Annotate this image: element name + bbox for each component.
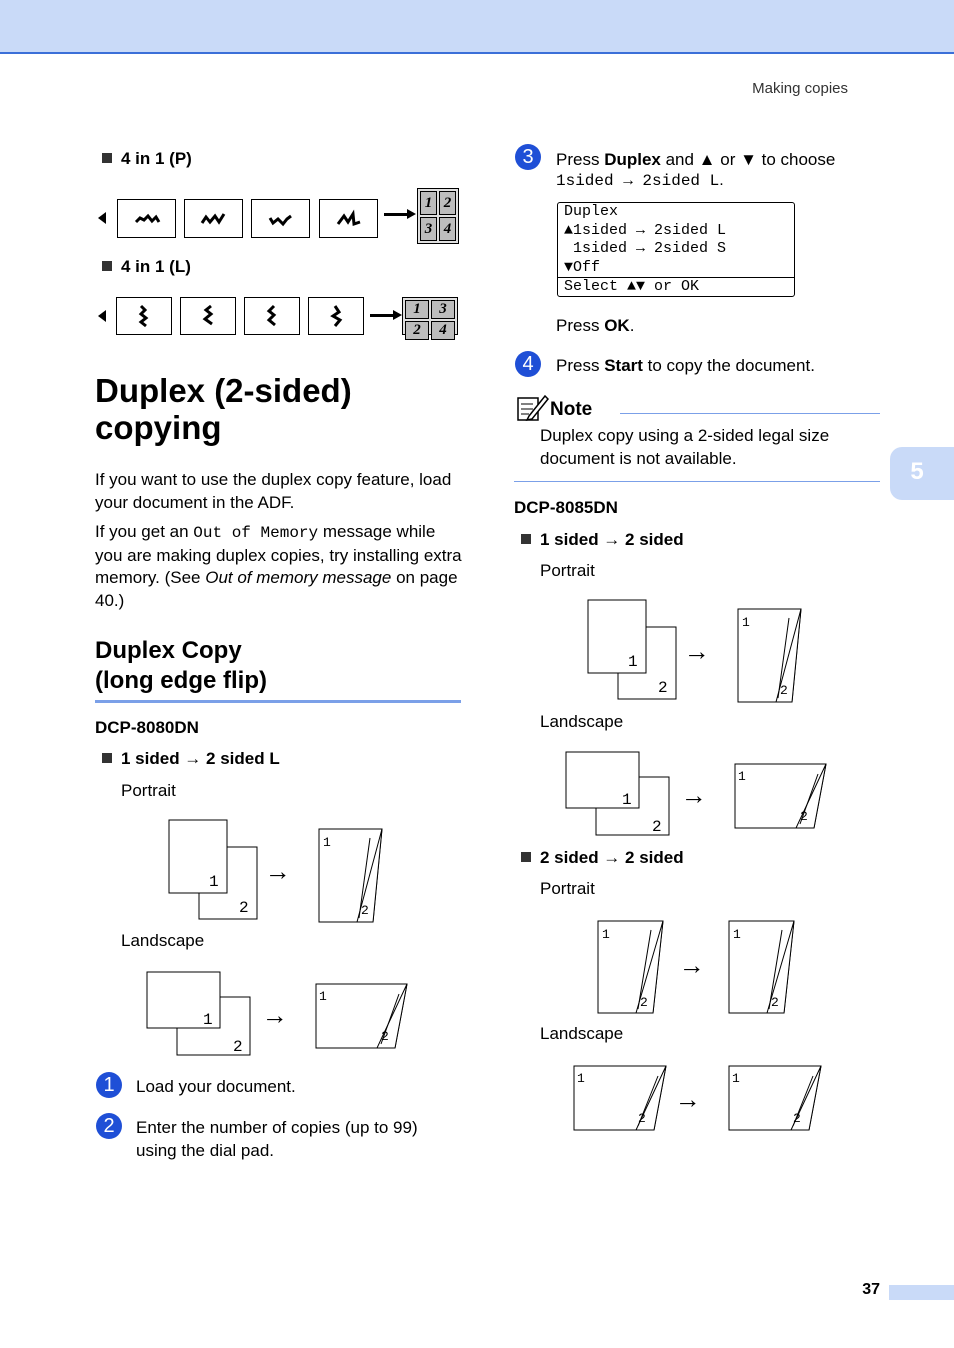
bullet-4in1-portrait <box>102 149 192 169</box>
landscape-label: Landscape <box>540 712 624 731</box>
page-thumbnail <box>116 297 172 335</box>
page-title: Duplex (2-sided) copying <box>95 372 352 446</box>
svg-text:1: 1 <box>738 769 746 784</box>
step-text: Press Start to copy the document. <box>556 356 815 375</box>
bullet-label: 1 sided → 2 sided L <box>121 749 280 768</box>
key-name: Start <box>604 356 643 375</box>
bullet-4in1-landscape <box>102 257 191 277</box>
duplex-portrait-diagram <box>584 598 814 704</box>
four-in-one-landscape-result: 1 3 2 4 <box>402 297 458 335</box>
svg-text:1: 1 <box>732 1071 740 1086</box>
cross-reference-link[interactable]: Out of memory message <box>205 568 392 587</box>
intro-paragraph: If you want to use the duplex copy feature, load your document in the ADF. <box>95 470 452 512</box>
page-thumbnail <box>244 297 300 335</box>
svg-text:2: 2 <box>640 995 648 1010</box>
svg-text:1: 1 <box>319 989 327 1004</box>
svg-text:2: 2 <box>381 1029 389 1044</box>
svg-text:2: 2 <box>361 903 369 918</box>
svg-text:→: → <box>689 638 705 668</box>
note-pencil-icon <box>515 392 549 422</box>
running-head: Making copies <box>752 80 848 97</box>
duplex-portrait-2sided-diagram <box>594 916 804 1018</box>
svg-text:2: 2 <box>793 1111 801 1126</box>
duplex-portrait-diagram <box>165 818 395 924</box>
page-thumbnail <box>319 199 378 238</box>
note-text: Duplex copy using a 2-sided legal size document is not available. <box>540 426 830 468</box>
model-heading: DCP-8085DN <box>514 498 618 517</box>
duplex-landscape-diagram <box>145 970 415 1060</box>
bullet-label: 1 sided → 2 sided <box>540 530 684 549</box>
svg-text:1: 1 <box>742 615 750 630</box>
svg-text:1: 1 <box>323 835 331 850</box>
svg-text:2: 2 <box>233 1038 243 1056</box>
svg-text:1: 1 <box>602 927 610 942</box>
top-header-band <box>0 0 954 54</box>
code-text: Out of Memory <box>193 524 319 542</box>
page-thumbnail <box>308 297 364 335</box>
svg-text:1: 1 <box>577 1071 585 1086</box>
code-text: 1sided → 2sided L <box>556 172 720 190</box>
step-text: Press Duplex and ▲ or ▼ to choose <box>556 150 836 169</box>
step-number: 4 <box>515 351 541 377</box>
lcd-display <box>557 202 795 297</box>
bullet-label: 4 in 1 (L) <box>121 257 191 276</box>
svg-text:2: 2 <box>652 818 662 836</box>
step-number: 1 <box>96 1072 122 1098</box>
menu-option-line: 1sided → 2sided L. <box>556 172 724 190</box>
portrait-label: Portrait <box>540 561 595 580</box>
result-arrow-icon <box>370 314 394 317</box>
svg-text:2: 2 <box>800 809 808 824</box>
page-number: 37 <box>862 1281 880 1298</box>
page-thumbnail <box>117 199 176 238</box>
key-name: Duplex <box>604 150 661 169</box>
svg-text:2: 2 <box>771 995 779 1010</box>
section-rule <box>95 700 461 703</box>
chapter-number: 5 <box>910 458 924 485</box>
page-thumbnail <box>180 297 236 335</box>
landscape-label: Landscape <box>121 931 205 950</box>
svg-text:2: 2 <box>658 679 668 697</box>
portrait-label: Portrait <box>121 781 176 800</box>
duplex-landscape-2sided-diagram <box>570 1062 830 1136</box>
step-number: 3 <box>515 144 541 170</box>
lcd-line: 1sided → 2sided S <box>564 240 727 257</box>
bullet-label: 2 sided → 2 sided <box>540 848 684 867</box>
step-text: Load your document. <box>136 1077 296 1096</box>
landscape-label: Landscape <box>540 1024 624 1043</box>
svg-text:1: 1 <box>209 873 219 891</box>
svg-text:→: → <box>267 1002 283 1032</box>
svg-text:→: → <box>270 858 286 888</box>
left-triangle-icon <box>98 310 106 322</box>
svg-text:2: 2 <box>239 899 249 917</box>
bullet-label: 4 in 1 (P) <box>121 149 192 168</box>
svg-text:2: 2 <box>780 683 788 698</box>
step-number: 2 <box>96 1113 122 1139</box>
model-heading: DCP-8080DN <box>95 718 199 737</box>
left-triangle-icon <box>98 212 106 224</box>
note-top-rule <box>620 413 880 414</box>
note-bottom-rule <box>514 481 880 482</box>
section-title: Duplex Copy (long edge flip) <box>95 637 267 694</box>
result-arrow-icon <box>384 213 408 216</box>
svg-text:→: → <box>684 952 700 982</box>
duplex-landscape-diagram <box>564 750 834 840</box>
mode-bullet <box>521 848 684 868</box>
memory-paragraph: If you get an Out of Memory message while you are making duplex copies, try installing extra memory. (See Out of memory message on page 40.) <box>95 522 462 610</box>
lcd-footer: Select ▲▼ or OK <box>558 277 794 297</box>
footer-bar <box>889 1285 954 1300</box>
svg-text:1: 1 <box>622 791 632 809</box>
portrait-label: Portrait <box>540 879 595 898</box>
svg-text:→: → <box>686 782 702 812</box>
lcd-line: ▲1sided → 2sided L <box>564 221 727 239</box>
lcd-line: Duplex <box>564 203 619 220</box>
four-in-one-portrait-result: 1 2 3 4 <box>417 188 459 244</box>
key-name: OK <box>604 316 630 335</box>
svg-text:2: 2 <box>638 1111 646 1126</box>
mode-bullet <box>102 749 280 769</box>
svg-text:1: 1 <box>733 927 741 942</box>
svg-text:1: 1 <box>203 1011 213 1029</box>
svg-text:1: 1 <box>628 653 638 671</box>
lcd-line: ▼Off <box>564 258 601 276</box>
press-ok-text: Press OK. <box>556 316 635 335</box>
page-thumbnail <box>251 199 310 238</box>
step-text: Enter the number of copies (up to 99) using the dial pad. <box>136 1118 418 1160</box>
note-title: Note <box>550 399 593 420</box>
page-thumbnail <box>184 199 243 238</box>
mode-bullet <box>521 530 684 550</box>
svg-text:→: → <box>680 1086 696 1116</box>
